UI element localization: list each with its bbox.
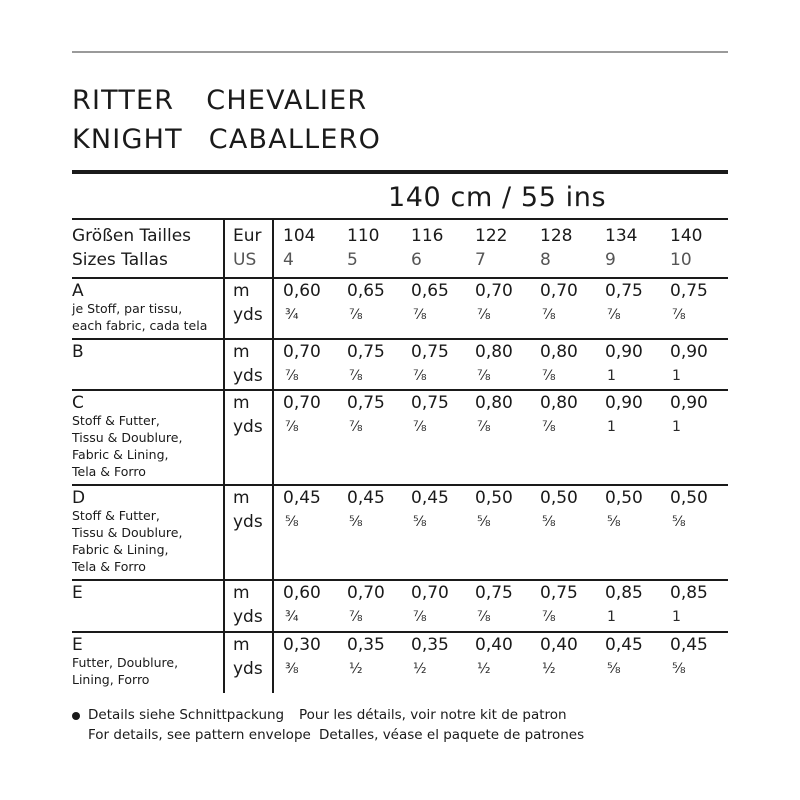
metres-value: 0,80 bbox=[475, 393, 513, 413]
fabric-width-heading: 140 cm / 55 ins bbox=[388, 182, 607, 213]
view-description: Tissu & Doublure, bbox=[72, 430, 183, 445]
metres-value: 0,45 bbox=[347, 488, 385, 508]
header-top-rule bbox=[72, 218, 728, 220]
eur-size: 128 bbox=[540, 226, 573, 246]
size-label-line-2: Sizes Tallas bbox=[72, 250, 168, 270]
yards-value: 1 bbox=[607, 368, 616, 384]
metres-value: 0,80 bbox=[540, 342, 578, 362]
metres-value: 0,50 bbox=[670, 488, 708, 508]
us-size: 5 bbox=[347, 250, 358, 270]
view-label: E bbox=[72, 583, 83, 603]
unit-m: m bbox=[233, 342, 250, 362]
yards-value: ⅝ bbox=[477, 514, 491, 530]
column-divider-unit bbox=[272, 220, 274, 693]
yards-value: ⅝ bbox=[607, 661, 621, 677]
yards-value: ⅞ bbox=[542, 307, 556, 323]
metres-value: 0,80 bbox=[540, 393, 578, 413]
yards-value: ⅞ bbox=[285, 368, 299, 384]
yards-value: ⅞ bbox=[349, 419, 363, 435]
eur-label: Eur bbox=[233, 226, 262, 246]
us-size: 8 bbox=[540, 250, 551, 270]
metres-value: 0,45 bbox=[283, 488, 321, 508]
metres-value: 0,60 bbox=[283, 281, 321, 301]
metres-value: 0,70 bbox=[411, 583, 449, 603]
us-size: 9 bbox=[605, 250, 616, 270]
view-label: B bbox=[72, 342, 84, 362]
yards-value: ⅝ bbox=[349, 514, 363, 530]
yards-value: ⅞ bbox=[607, 307, 621, 323]
metres-value: 0,45 bbox=[411, 488, 449, 508]
view-description: Tela & Forro bbox=[72, 464, 146, 479]
yards-value: ⅞ bbox=[477, 609, 491, 625]
yards-value: ⅝ bbox=[672, 514, 686, 530]
unit-yds: yds bbox=[233, 512, 263, 532]
us-size: 10 bbox=[670, 250, 692, 270]
yards-value: ⅞ bbox=[285, 419, 299, 435]
unit-m: m bbox=[233, 583, 250, 603]
yards-value: 1 bbox=[672, 368, 681, 384]
yards-value: ⅞ bbox=[349, 609, 363, 625]
view-label: D bbox=[72, 488, 86, 508]
yards-value: ⅞ bbox=[542, 609, 556, 625]
yards-value: ⅞ bbox=[413, 609, 427, 625]
metres-value: 0,70 bbox=[283, 342, 321, 362]
unit-yds: yds bbox=[233, 607, 263, 627]
yards-value: ⅜ bbox=[285, 661, 299, 677]
eur-size: 116 bbox=[411, 226, 444, 246]
metres-value: 0,75 bbox=[347, 393, 385, 413]
eur-size: 140 bbox=[670, 226, 703, 246]
yards-value: ⅞ bbox=[477, 307, 491, 323]
metres-value: 0,85 bbox=[670, 583, 708, 603]
metres-value: 0,35 bbox=[411, 635, 449, 655]
row-rule bbox=[72, 579, 728, 581]
metres-value: 0,75 bbox=[411, 342, 449, 362]
yards-value: ½ bbox=[349, 661, 363, 677]
title-fr: CHEVALIER bbox=[206, 85, 368, 116]
yards-value: ½ bbox=[413, 661, 427, 677]
yards-value: 1 bbox=[672, 609, 681, 625]
title-line-1 bbox=[72, 87, 367, 114]
yards-value: ⅝ bbox=[672, 661, 686, 677]
title-es: CABALLERO bbox=[208, 124, 382, 155]
yards-value: ⅞ bbox=[413, 419, 427, 435]
unit-yds: yds bbox=[233, 659, 263, 679]
column-divider-label bbox=[223, 220, 225, 693]
metres-value: 0,45 bbox=[605, 635, 643, 655]
us-size: 7 bbox=[475, 250, 486, 270]
view-label: E bbox=[72, 635, 83, 655]
metres-value: 0,90 bbox=[670, 342, 708, 362]
row-rule bbox=[72, 338, 728, 340]
eur-size: 110 bbox=[347, 226, 380, 246]
footnote-en: For details, see pattern envelope bbox=[88, 727, 311, 743]
metres-value: 0,70 bbox=[475, 281, 513, 301]
view-description: Fabric & Lining, bbox=[72, 542, 169, 557]
yards-value: ⅞ bbox=[413, 307, 427, 323]
view-description: Fabric & Lining, bbox=[72, 447, 169, 462]
view-description: Tela & Forro bbox=[72, 559, 146, 574]
metres-value: 0,30 bbox=[283, 635, 321, 655]
metres-value: 0,70 bbox=[283, 393, 321, 413]
unit-yds: yds bbox=[233, 305, 263, 325]
footnote-fr: Pour les détails, voir notre kit de patron bbox=[299, 707, 567, 723]
row-rule bbox=[72, 277, 728, 279]
yards-value: 1 bbox=[607, 609, 616, 625]
title-line-2 bbox=[72, 126, 381, 153]
yards-value: ⅞ bbox=[542, 368, 556, 384]
metres-value: 0,75 bbox=[670, 281, 708, 301]
eur-size: 122 bbox=[475, 226, 508, 246]
yards-value: 1 bbox=[607, 419, 616, 435]
view-label: A bbox=[72, 281, 84, 301]
yards-value: ¾ bbox=[285, 609, 299, 625]
row-rule bbox=[72, 389, 728, 391]
title-rule bbox=[72, 170, 728, 174]
footnote-bullet-icon bbox=[72, 712, 80, 720]
row-rule bbox=[72, 631, 728, 633]
metres-value: 0,60 bbox=[283, 583, 321, 603]
yards-value: ½ bbox=[542, 661, 556, 677]
unit-m: m bbox=[233, 635, 250, 655]
view-description: Futter, Doublure, bbox=[72, 655, 179, 670]
metres-value: 0,75 bbox=[540, 583, 578, 603]
footnote-de: Details siehe Schnittpackung bbox=[88, 707, 285, 723]
yards-value: ⅞ bbox=[672, 307, 686, 323]
yards-value: ⅞ bbox=[477, 368, 491, 384]
row-rule bbox=[72, 484, 728, 486]
metres-value: 0,75 bbox=[605, 281, 643, 301]
yards-value: ⅝ bbox=[542, 514, 556, 530]
size-label-line-1: Größen Tailles bbox=[72, 226, 192, 246]
yards-value: ⅝ bbox=[285, 514, 299, 530]
view-description: Stoff & Futter, bbox=[72, 508, 160, 523]
unit-m: m bbox=[233, 393, 250, 413]
view-description: Lining, Forro bbox=[72, 672, 150, 687]
view-description: each fabric, cada tela bbox=[72, 318, 208, 333]
metres-value: 0,70 bbox=[347, 583, 385, 603]
metres-value: 0,40 bbox=[475, 635, 513, 655]
metres-value: 0,50 bbox=[475, 488, 513, 508]
yards-value: ⅝ bbox=[413, 514, 427, 530]
yards-value: 1 bbox=[672, 419, 681, 435]
view-label: C bbox=[72, 393, 84, 413]
metres-value: 0,65 bbox=[347, 281, 385, 301]
title-en: KNIGHT bbox=[72, 124, 183, 155]
metres-value: 0,90 bbox=[605, 342, 643, 362]
metres-value: 0,80 bbox=[475, 342, 513, 362]
metres-value: 0,75 bbox=[411, 393, 449, 413]
yards-value: ⅞ bbox=[477, 419, 491, 435]
metres-value: 0,50 bbox=[540, 488, 578, 508]
unit-m: m bbox=[233, 281, 250, 301]
us-size: 4 bbox=[283, 250, 294, 270]
metres-value: 0,65 bbox=[411, 281, 449, 301]
unit-yds: yds bbox=[233, 417, 263, 437]
metres-value: 0,35 bbox=[347, 635, 385, 655]
yards-value: ⅞ bbox=[542, 419, 556, 435]
metres-value: 0,75 bbox=[475, 583, 513, 603]
yards-value: ¾ bbox=[285, 307, 299, 323]
metres-value: 0,90 bbox=[605, 393, 643, 413]
eur-size: 104 bbox=[283, 226, 316, 246]
metres-value: 0,90 bbox=[670, 393, 708, 413]
metres-value: 0,40 bbox=[540, 635, 578, 655]
us-label: US bbox=[233, 250, 257, 270]
metres-value: 0,75 bbox=[347, 342, 385, 362]
top-rule bbox=[72, 51, 728, 53]
view-description: Tissu & Doublure, bbox=[72, 525, 183, 540]
metres-value: 0,45 bbox=[670, 635, 708, 655]
us-size: 6 bbox=[411, 250, 422, 270]
yards-value: ⅞ bbox=[349, 368, 363, 384]
metres-value: 0,50 bbox=[605, 488, 643, 508]
yards-value: ⅞ bbox=[349, 307, 363, 323]
title-de: RITTER bbox=[72, 85, 175, 116]
eur-size: 134 bbox=[605, 226, 638, 246]
yards-value: ⅝ bbox=[607, 514, 621, 530]
metres-value: 0,85 bbox=[605, 583, 643, 603]
view-description: je Stoff, par tissu, bbox=[72, 301, 183, 316]
metres-value: 0,70 bbox=[540, 281, 578, 301]
view-description: Stoff & Futter, bbox=[72, 413, 160, 428]
yards-value: ⅞ bbox=[413, 368, 427, 384]
unit-m: m bbox=[233, 488, 250, 508]
yards-value: ½ bbox=[477, 661, 491, 677]
unit-yds: yds bbox=[233, 366, 263, 386]
footnote-es: Detalles, véase el paquete de patrones bbox=[319, 727, 585, 743]
